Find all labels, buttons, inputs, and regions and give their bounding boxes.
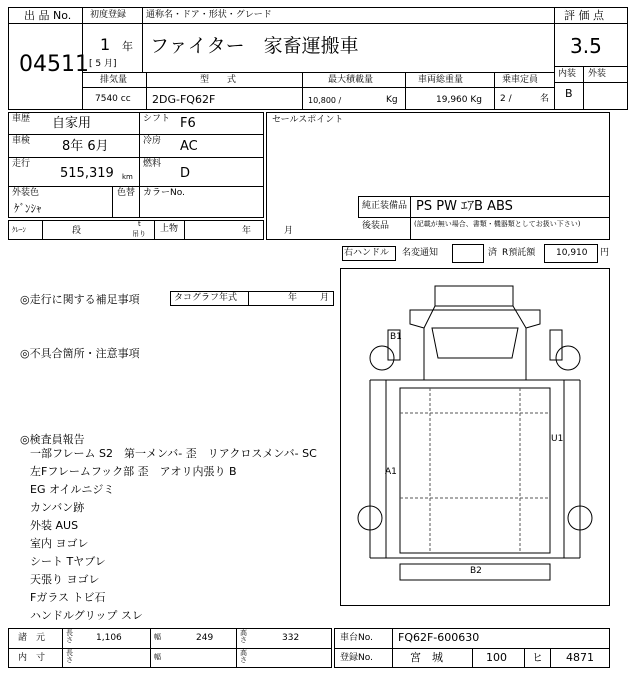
max-load-value: 10,800 / [308, 96, 342, 105]
height-label: 高さ [240, 629, 247, 644]
fuel-label: 燃料 [143, 159, 162, 169]
spec-dimension-label: 諸 元 [18, 633, 46, 643]
length-label: 長さ [66, 629, 73, 644]
report-line: 左Fフレームフック部 歪 アオリ内張り B [30, 465, 237, 478]
divider [82, 87, 554, 88]
spec-length-value: 1,106 [96, 633, 122, 643]
divider [150, 628, 151, 668]
defect-notes-label: ◎不具合箇所・注意事項 [20, 347, 140, 360]
displacement-value: 7540 cc [95, 94, 131, 104]
shift-label: シフト [143, 114, 171, 124]
report-line: 室内 ヨゴレ [30, 537, 89, 550]
aftermarket-note: (記載が無い場合、書類・機器類としてお扱い下さい) [414, 220, 581, 228]
inner-dimension-label: 内 寸 [18, 653, 46, 663]
divider [42, 220, 43, 240]
width-label: 幅 [154, 633, 161, 641]
max-load-label: 最大積載量 [328, 75, 374, 85]
divider [410, 196, 411, 240]
displacement-label: 排気量 [100, 75, 128, 85]
crane-label: ｸﾚｰﾝ [12, 226, 26, 234]
running-notes-label: ◎走行に関する補足事項 [20, 293, 140, 306]
chassis-no-label: 車台No. [340, 633, 373, 643]
crane-year-unit: 年 [242, 226, 252, 236]
model-value: 2DG-FQ62F [152, 93, 216, 106]
divider [583, 66, 584, 110]
divider [62, 628, 63, 668]
divider [392, 628, 393, 668]
standard-equipment-label: 純正装備品 [362, 201, 408, 211]
model-label: 型 式 [200, 75, 237, 85]
crane-month-unit: 月 [284, 226, 294, 236]
shift-value: F6 [180, 116, 196, 131]
usage-label: 車歴 [12, 114, 31, 124]
inspection-label: 車検 [12, 136, 31, 146]
mileage-unit: km [122, 173, 133, 181]
mileage-value: 515,319 [60, 166, 114, 181]
cab-roof-top [435, 286, 513, 306]
name-change-label: 名変通知 [402, 248, 439, 258]
interior-grade: B [565, 87, 573, 100]
yen-unit: 円 [600, 248, 610, 258]
capacity-unit: 名 [540, 94, 550, 104]
gross-weight-value: 19,960 Kg [436, 95, 482, 105]
damage-mark-b2: B2 [470, 566, 482, 576]
recycle-label: R預託額 [502, 248, 536, 258]
divider [554, 82, 628, 83]
report-line: 外装 AUS [30, 519, 79, 532]
ac-label: 冷房 [143, 136, 162, 146]
fuel-value: D [180, 166, 191, 181]
aftermarket-label: 後装品 [362, 221, 390, 231]
windshield [432, 328, 518, 358]
first-reg-year: 1 [100, 35, 111, 54]
front-left-wheel [370, 346, 394, 370]
score-value: 3.5 [570, 34, 602, 58]
damage-mark-u1: U1 [551, 434, 564, 444]
divider [146, 72, 147, 110]
report-line: ハンドルグリップ スレ [30, 609, 143, 622]
damage-mark-b1: B1 [390, 332, 402, 342]
car-name: ファイター 家畜運搬車 [150, 35, 359, 57]
tachograph-year-unit: 年 [288, 293, 298, 303]
usage-value: 自家用 [52, 116, 92, 131]
divider [8, 134, 264, 135]
divider [8, 23, 82, 24]
color-change-label: 色替 [117, 188, 136, 198]
divider [236, 628, 237, 668]
divider [154, 220, 155, 240]
exterior-label: 外装 [588, 69, 607, 79]
divider [142, 7, 143, 72]
damage-mark-a1: A1 [385, 467, 397, 477]
report-line: カンバン跡 [30, 501, 85, 514]
capacity-value: 2 / [500, 94, 512, 104]
divider [472, 648, 473, 668]
mileage-label: 走行 [12, 159, 31, 169]
cab-pillar [424, 306, 526, 328]
standard-equipment-value: PS PW ｴｱB ABS [416, 199, 513, 214]
score-label: 評 価 点 [564, 9, 604, 22]
divider [112, 186, 113, 218]
divider [82, 23, 554, 24]
cab-outline [410, 310, 540, 380]
crane-ton: t [138, 220, 141, 228]
first-registration-label: 初度登録 [90, 10, 127, 20]
capacity-label: 乗車定員 [502, 75, 539, 85]
year-unit: 年 [122, 40, 133, 53]
divider [524, 648, 525, 668]
report-line: Fガラス トビ石 [30, 591, 106, 604]
divider [184, 220, 185, 240]
max-load-unit: Kg [386, 95, 398, 105]
chassis-no-value: FQ62F-600630 [398, 631, 480, 644]
interior-label: 内装 [558, 69, 577, 79]
body-side [370, 380, 580, 558]
registration-kana: ヒ [532, 651, 543, 664]
divider [8, 186, 264, 187]
name-label: 通称名・ドア・形状・グレード [146, 10, 272, 20]
name-change-box [452, 244, 484, 263]
divider [139, 186, 140, 218]
divider [554, 66, 628, 67]
length-label: 長さ [66, 649, 73, 664]
registration-class: 100 [486, 651, 507, 664]
ext-color-label: 外装色 [12, 188, 40, 198]
gross-weight-label: 車両総重量 [418, 75, 464, 85]
divider [494, 72, 495, 110]
report-line: 一部フレーム S2 第一メンバ- 歪 リアクロスメンバ- SC [30, 447, 317, 460]
crane-dan: 段 [72, 226, 82, 236]
color-no-label: カラーNo. [143, 188, 185, 198]
width-label: 幅 [154, 653, 161, 661]
inspection-value: 8年 6月 [62, 139, 109, 154]
spec-height-value: 332 [282, 633, 300, 643]
truck-diagram [340, 268, 610, 606]
divider [82, 72, 554, 73]
first-reg-month: [ 5 月] [89, 59, 117, 69]
report-line: EG オイルニジミ [30, 483, 115, 496]
tachograph-label: タコグラフ年式 [174, 293, 238, 303]
divider [405, 72, 406, 110]
ext-color-value: ｹﾞﾝｼｬ [14, 202, 42, 215]
sales-point-label: セールスポイント [272, 115, 344, 125]
report-line: シート Tヤブレ [30, 555, 106, 568]
divider [248, 291, 249, 306]
divider [8, 157, 264, 158]
inspector-report-label: ◎検査員報告 [20, 433, 85, 446]
divider [139, 112, 140, 186]
uwamono-label: 上物 [160, 224, 179, 234]
ac-value: AC [180, 139, 198, 154]
recycle-amount: 10,910 [556, 248, 588, 258]
height-label: 高さ [240, 649, 247, 664]
registration-area: 宮 城 [410, 651, 443, 664]
registration-no-label: 登録No. [340, 653, 373, 663]
registration-number: 4871 [566, 651, 594, 664]
spec-width-value: 249 [196, 633, 214, 643]
report-line: 天張り ヨゴレ [30, 573, 100, 586]
crane-tsuri: 吊り [132, 230, 146, 238]
divider [554, 23, 628, 24]
info-frame [8, 112, 264, 218]
lot-number: 04511 [19, 52, 89, 77]
handle-position: 右ハンドル [344, 248, 390, 258]
recycle-status: 済 [488, 248, 498, 258]
front-right-wheel [556, 346, 580, 370]
divider [8, 648, 332, 649]
divider [302, 72, 303, 110]
divider [550, 648, 551, 668]
tachograph-month-unit: 月 [320, 293, 330, 303]
lot-label: 出 品 No. [24, 9, 72, 22]
